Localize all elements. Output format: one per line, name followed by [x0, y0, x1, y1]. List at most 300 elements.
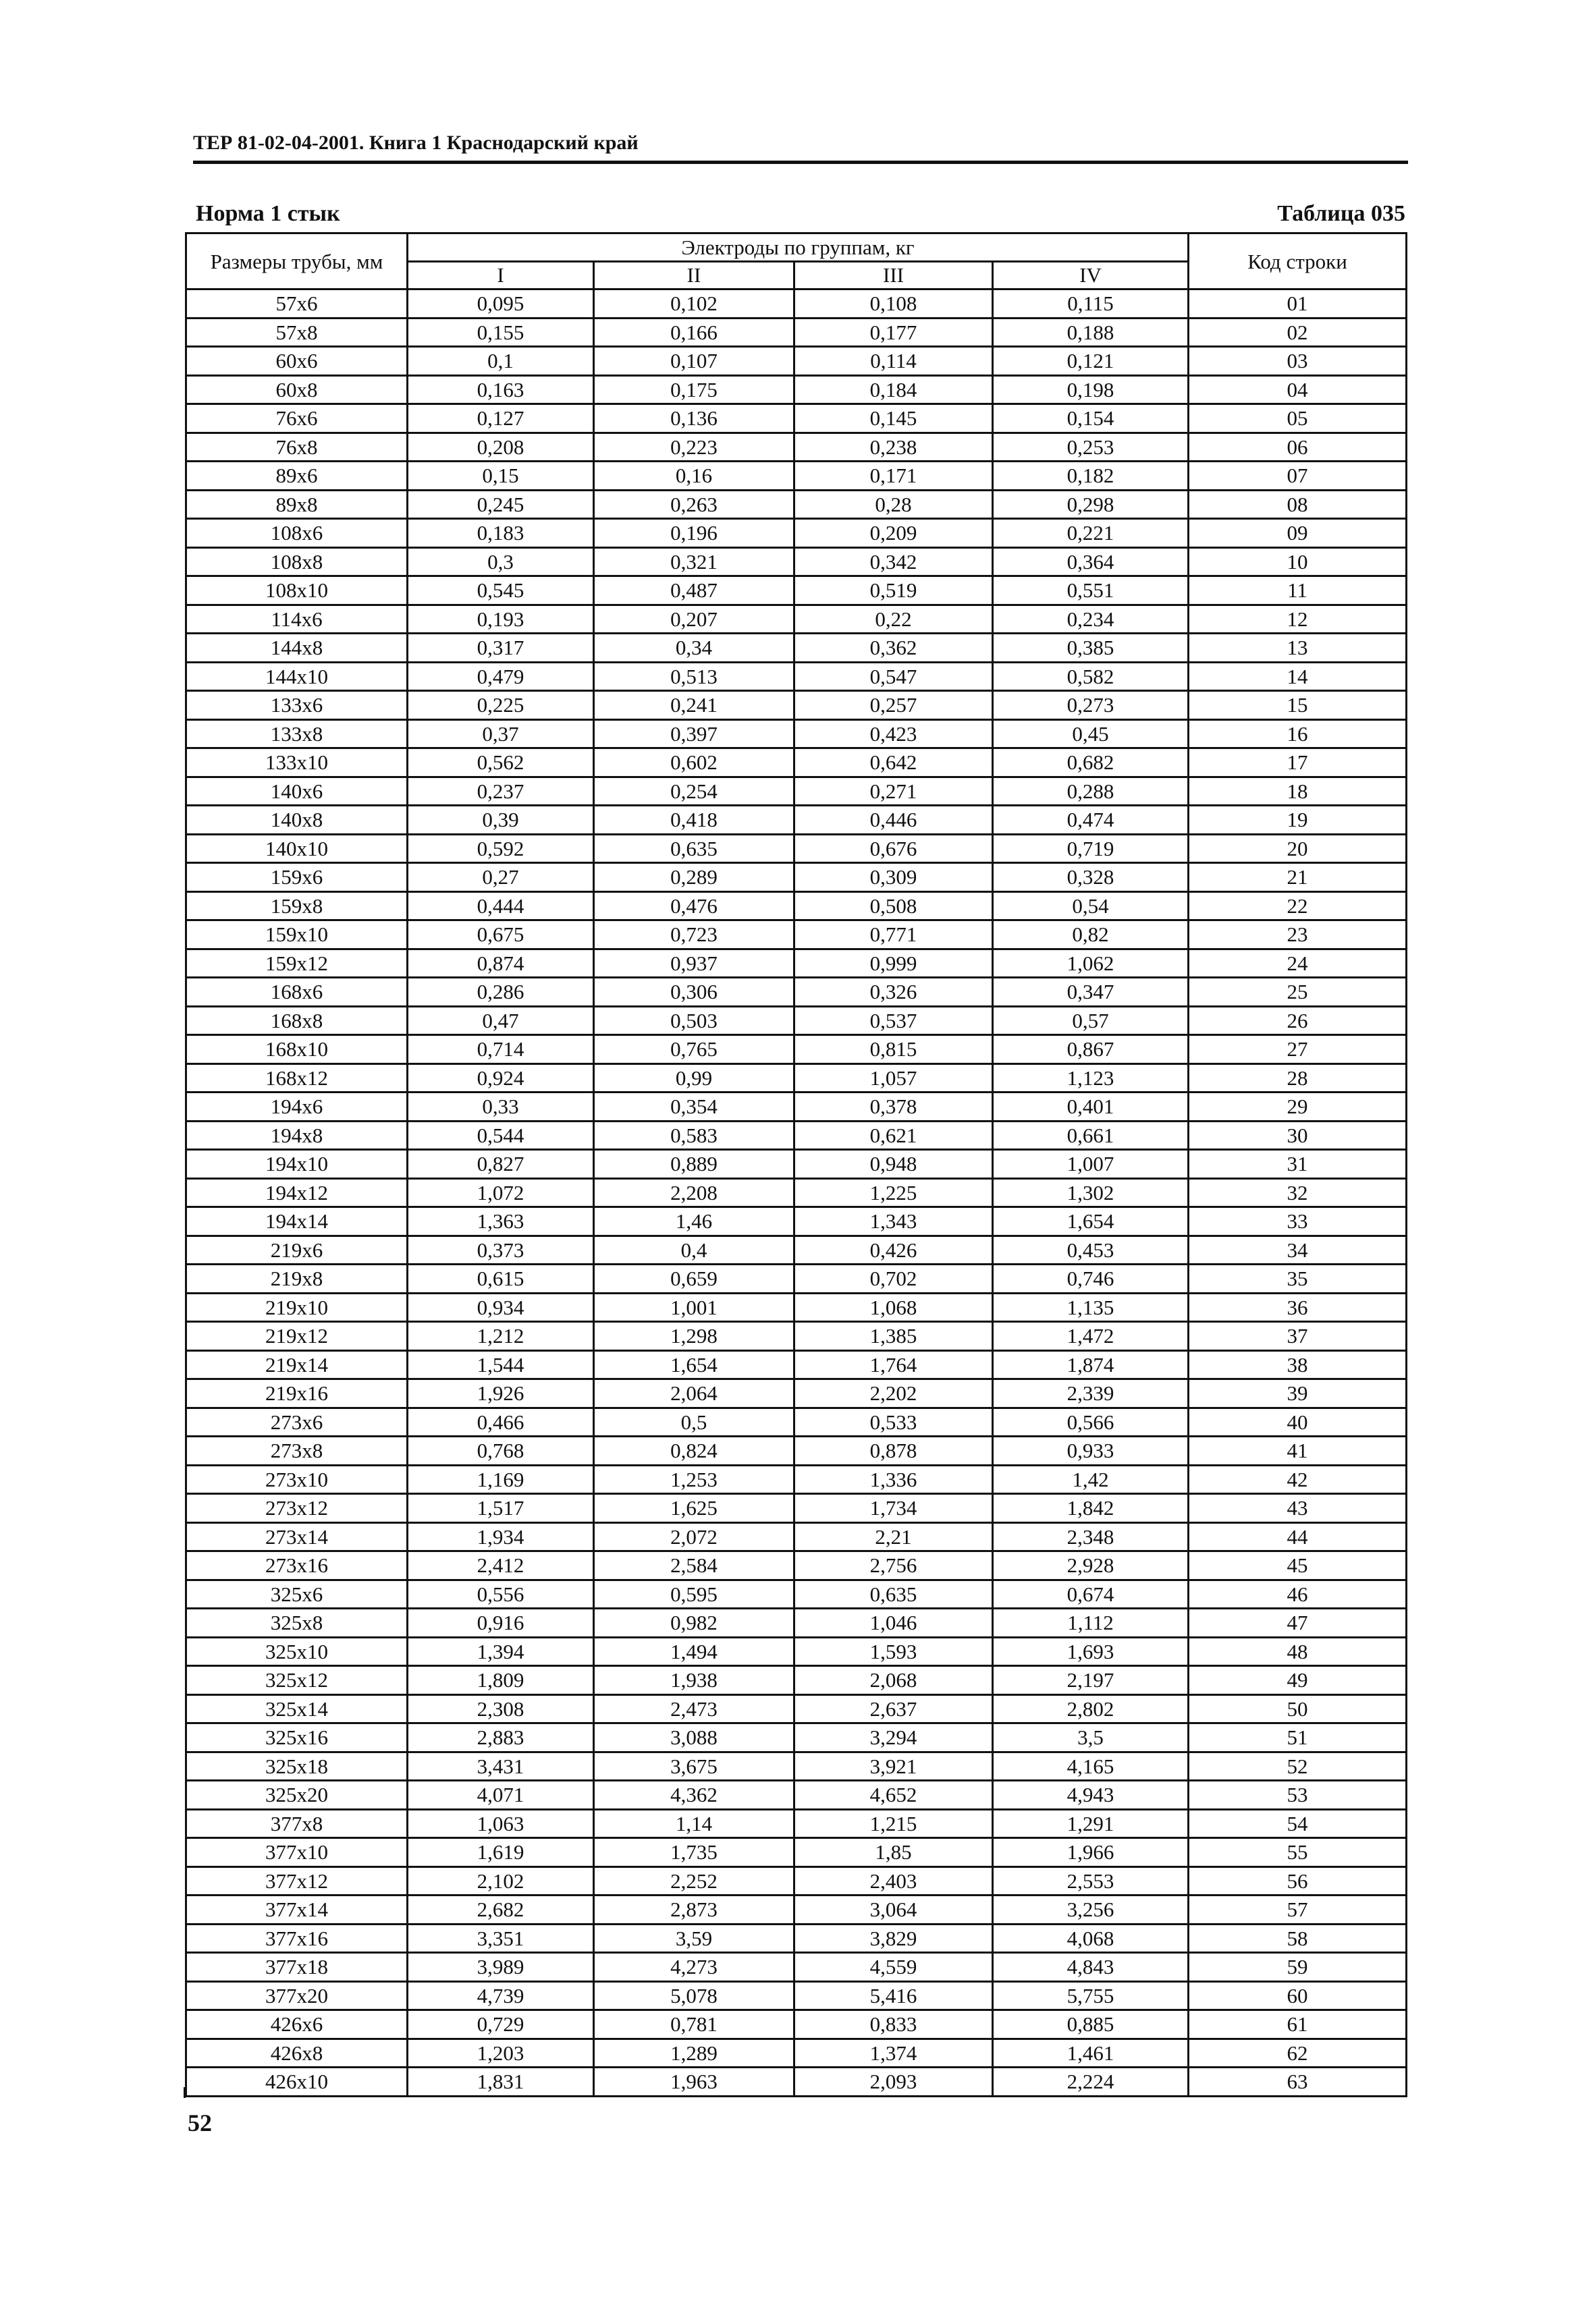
group-4-cell: 2,553: [993, 1866, 1189, 1896]
row-code-cell: 51: [1189, 1723, 1407, 1752]
group-1-cell: 0,444: [408, 891, 594, 920]
row-code-cell: 40: [1189, 1408, 1407, 1437]
table-row: [186, 863, 1407, 892]
pipe-size-cell: 219x6: [186, 1236, 408, 1265]
group-2-cell: 3,59: [594, 1924, 794, 1953]
group-4-cell: 0,298: [993, 490, 1189, 519]
group-4-cell: 0,115: [993, 289, 1189, 319]
table-row: [186, 1178, 1407, 1207]
group-2-cell: 0,306: [594, 978, 794, 1007]
group-2-cell: 0,513: [594, 662, 794, 691]
group-3-cell: 1,336: [794, 1465, 993, 1494]
group-2-cell: 0,397: [594, 719, 794, 748]
table-row: [186, 1006, 1407, 1035]
group-4-cell: 0,719: [993, 834, 1189, 863]
group-3-cell: 0,815: [794, 1035, 993, 1064]
pipe-size-cell: 377x10: [186, 1838, 408, 1867]
group-1-cell: 1,809: [408, 1666, 594, 1695]
group-3-cell: 1,068: [794, 1293, 993, 1322]
group-4-cell: 0,45: [993, 719, 1189, 748]
pipe-size-cell: 325x14: [186, 1694, 408, 1723]
row-code-cell: 30: [1189, 1121, 1407, 1150]
group-1-cell: 4,739: [408, 1981, 594, 2010]
row-code-cell: 56: [1189, 1866, 1407, 1896]
table-row: [186, 1207, 1407, 1236]
row-code-cell: 48: [1189, 1637, 1407, 1666]
group-1-cell: 0,237: [408, 777, 594, 806]
pipe-size-cell: 325x6: [186, 1580, 408, 1609]
pipe-size-cell: 194x14: [186, 1207, 408, 1236]
group-3-cell: 1,85: [794, 1838, 993, 1867]
group-3-cell: 0,114: [794, 347, 993, 376]
group-1-cell: 0,33: [408, 1092, 594, 1122]
table-row: [186, 1866, 1407, 1896]
pipe-size-cell: 60x6: [186, 347, 408, 376]
group-3-cell: 2,093: [794, 2068, 993, 2097]
group-4-cell: 2,197: [993, 1666, 1189, 1695]
pipe-size-cell: 168x12: [186, 1063, 408, 1092]
group-4-cell: 0,674: [993, 1580, 1189, 1609]
header-group-1: I: [408, 261, 594, 289]
table-row: [186, 1150, 1407, 1179]
group-2-cell: 1,625: [594, 1494, 794, 1523]
table-row: [186, 1437, 1407, 1466]
row-code-cell: 63: [1189, 2068, 1407, 2097]
row-code-cell: 47: [1189, 1609, 1407, 1638]
group-1-cell: 0,1: [408, 347, 594, 376]
pipe-size-cell: 60x8: [186, 375, 408, 404]
table-row: [186, 318, 1407, 347]
pipe-size-cell: 273x10: [186, 1465, 408, 1494]
group-2-cell: 0,503: [594, 1006, 794, 1035]
group-4-cell: 1,42: [993, 1465, 1189, 1494]
pipe-size-cell: 219x14: [186, 1350, 408, 1379]
page-number: 52: [188, 2109, 212, 2136]
group-1-cell: 2,308: [408, 1694, 594, 1723]
group-3-cell: 1,593: [794, 1637, 993, 1666]
group-1-cell: 1,394: [408, 1637, 594, 1666]
group-3-cell: 0,508: [794, 891, 993, 920]
group-3-cell: 0,378: [794, 1092, 993, 1122]
group-1-cell: 1,203: [408, 2039, 594, 2068]
group-1-cell: 1,934: [408, 1522, 594, 1551]
table-row: [186, 1379, 1407, 1408]
pipe-size-cell: 219x10: [186, 1293, 408, 1322]
group-3-cell: 0,171: [794, 462, 993, 491]
group-4-cell: 3,5: [993, 1723, 1189, 1752]
table-row: [186, 289, 1407, 319]
pipe-size-cell: 168x10: [186, 1035, 408, 1064]
pipe-size-cell: 133x6: [186, 691, 408, 720]
pipe-size-cell: 194x12: [186, 1178, 408, 1207]
group-2-cell: 0,166: [594, 318, 794, 347]
row-code-cell: 15: [1189, 691, 1407, 720]
row-code-cell: 54: [1189, 1809, 1407, 1838]
pipe-size-cell: 325x18: [186, 1752, 408, 1781]
table-row: [186, 1981, 1407, 2010]
group-2-cell: 1,289: [594, 2039, 794, 2068]
table-row: [186, 1408, 1407, 1437]
group-4-cell: 0,328: [993, 863, 1189, 892]
table-row: [186, 978, 1407, 1007]
group-2-cell: 3,675: [594, 1752, 794, 1781]
group-2-cell: 1,298: [594, 1322, 794, 1351]
group-2-cell: 0,723: [594, 920, 794, 949]
row-code-cell: 36: [1189, 1293, 1407, 1322]
group-3-cell: 3,921: [794, 1752, 993, 1781]
row-code-cell: 27: [1189, 1035, 1407, 1064]
group-1-cell: 1,212: [408, 1322, 594, 1351]
row-code-cell: 44: [1189, 1522, 1407, 1551]
table-row: [186, 1350, 1407, 1379]
table-row: [186, 605, 1407, 634]
group-3-cell: 3,294: [794, 1723, 993, 1752]
group-4-cell: 1,291: [993, 1809, 1189, 1838]
group-4-cell: 0,57: [993, 1006, 1189, 1035]
group-4-cell: 1,654: [993, 1207, 1189, 1236]
pipe-size-cell: 159x6: [186, 863, 408, 892]
table-row: [186, 1752, 1407, 1781]
pipe-size-cell: 219x12: [186, 1322, 408, 1351]
group-4-cell: 2,339: [993, 1379, 1189, 1408]
group-2-cell: 0,16: [594, 462, 794, 491]
group-1-cell: 1,063: [408, 1809, 594, 1838]
row-code-cell: 35: [1189, 1265, 1407, 1294]
group-1-cell: 0,827: [408, 1150, 594, 1179]
table-row: [186, 1953, 1407, 1982]
row-code-cell: 24: [1189, 949, 1407, 978]
pipe-size-cell: 133x8: [186, 719, 408, 748]
group-3-cell: 0,771: [794, 920, 993, 949]
pipe-size-cell: 273x8: [186, 1437, 408, 1466]
row-code-cell: 55: [1189, 1838, 1407, 1867]
group-2-cell: 0,99: [594, 1063, 794, 1092]
group-4-cell: 1,966: [993, 1838, 1189, 1867]
group-4-cell: 0,221: [993, 519, 1189, 548]
row-code-cell: 60: [1189, 1981, 1407, 2010]
group-3-cell: 0,533: [794, 1408, 993, 1437]
pipe-size-cell: 377x12: [186, 1866, 408, 1896]
group-4-cell: 0,364: [993, 547, 1189, 576]
group-4-cell: 0,54: [993, 891, 1189, 920]
group-1-cell: 0,127: [408, 404, 594, 433]
table-row: [186, 2039, 1407, 2068]
group-1-cell: 0,37: [408, 719, 594, 748]
row-code-cell: 25: [1189, 978, 1407, 1007]
group-2-cell: 0,241: [594, 691, 794, 720]
pipe-size-cell: 194x8: [186, 1121, 408, 1150]
group-1-cell: 0,545: [408, 576, 594, 605]
header-group-3: III: [794, 261, 993, 289]
group-1-cell: 2,682: [408, 1896, 594, 1925]
group-3-cell: 0,145: [794, 404, 993, 433]
group-2-cell: 1,46: [594, 1207, 794, 1236]
row-code-cell: 62: [1189, 2039, 1407, 2068]
group-2-cell: 4,362: [594, 1781, 794, 1810]
row-code-cell: 18: [1189, 777, 1407, 806]
group-2-cell: 0,321: [594, 547, 794, 576]
group-2-cell: 2,208: [594, 1178, 794, 1207]
group-3-cell: 0,326: [794, 978, 993, 1007]
pipe-size-cell: 159x10: [186, 920, 408, 949]
group-3-cell: 0,209: [794, 519, 993, 548]
header-divider: [193, 161, 1408, 164]
group-4-cell: 1,302: [993, 1178, 1189, 1207]
group-1-cell: 0,874: [408, 949, 594, 978]
group-2-cell: 0,107: [594, 347, 794, 376]
pipe-size-cell: 89x8: [186, 490, 408, 519]
group-3-cell: 0,22: [794, 605, 993, 634]
row-code-cell: 28: [1189, 1063, 1407, 1092]
group-4-cell: 2,802: [993, 1694, 1189, 1723]
group-4-cell: 4,068: [993, 1924, 1189, 1953]
group-4-cell: 1,135: [993, 1293, 1189, 1322]
row-code-cell: 16: [1189, 719, 1407, 748]
table-row: [186, 1637, 1407, 1666]
group-2-cell: 1,735: [594, 1838, 794, 1867]
row-code-cell: 53: [1189, 1781, 1407, 1810]
group-3-cell: 0,177: [794, 318, 993, 347]
table-row: [186, 1666, 1407, 1695]
group-1-cell: 0,095: [408, 289, 594, 319]
row-code-cell: 09: [1189, 519, 1407, 548]
group-1-cell: 3,351: [408, 1924, 594, 1953]
pipe-size-cell: 325x16: [186, 1723, 408, 1752]
group-2-cell: 0,824: [594, 1437, 794, 1466]
group-2-cell: 0,765: [594, 1035, 794, 1064]
group-3-cell: 0,878: [794, 1437, 993, 1466]
group-4-cell: 1,007: [993, 1150, 1189, 1179]
pipe-size-cell: 194x10: [186, 1150, 408, 1179]
group-2-cell: 0,889: [594, 1150, 794, 1179]
row-code-cell: 20: [1189, 834, 1407, 863]
pipe-size-cell: 168x6: [186, 978, 408, 1007]
group-4-cell: 0,121: [993, 347, 1189, 376]
group-2-cell: 1,253: [594, 1465, 794, 1494]
table-row: [186, 1322, 1407, 1351]
row-code-cell: 19: [1189, 806, 1407, 835]
table-row: [186, 1293, 1407, 1322]
document-header: ТЕР 81-02-04-2001. Книга 1 Краснодарский край: [193, 132, 639, 154]
table-header: [186, 233, 1407, 289]
table-row: [186, 777, 1407, 806]
group-4-cell: 0,347: [993, 978, 1189, 1007]
group-3-cell: 0,547: [794, 662, 993, 691]
group-4-cell: 2,348: [993, 1522, 1189, 1551]
pipe-size-cell: 89x6: [186, 462, 408, 491]
pipe-size-cell: 273x14: [186, 1522, 408, 1551]
group-2-cell: 0,175: [594, 375, 794, 404]
table-row: [186, 834, 1407, 863]
row-code-cell: 07: [1189, 462, 1407, 491]
group-4-cell: 0,746: [993, 1265, 1189, 1294]
row-code-cell: 37: [1189, 1322, 1407, 1351]
group-2-cell: 0,263: [594, 490, 794, 519]
row-code-cell: 10: [1189, 547, 1407, 576]
group-4-cell: 3,256: [993, 1896, 1189, 1925]
group-2-cell: 1,494: [594, 1637, 794, 1666]
row-code-cell: 42: [1189, 1465, 1407, 1494]
group-3-cell: 0,948: [794, 1150, 993, 1179]
group-4-cell: 0,253: [993, 433, 1189, 462]
group-4-cell: 1,062: [993, 949, 1189, 978]
pipe-size-cell: 57x6: [186, 289, 408, 319]
group-1-cell: 1,363: [408, 1207, 594, 1236]
group-4-cell: 1,874: [993, 1350, 1189, 1379]
group-3-cell: 0,28: [794, 490, 993, 519]
table-row: [186, 1063, 1407, 1092]
header-electrode-groups: Электроды по группам, кг: [408, 233, 1189, 262]
group-2-cell: 0,136: [594, 404, 794, 433]
group-4-cell: 0,933: [993, 1437, 1189, 1466]
table-row: [186, 1723, 1407, 1752]
group-4-cell: 0,288: [993, 777, 1189, 806]
pipe-size-cell: 140x10: [186, 834, 408, 863]
group-3-cell: 4,559: [794, 1953, 993, 1982]
row-code-cell: 23: [1189, 920, 1407, 949]
pipe-size-cell: 140x8: [186, 806, 408, 835]
table-row: [186, 462, 1407, 491]
group-2-cell: 1,654: [594, 1350, 794, 1379]
group-4-cell: 0,566: [993, 1408, 1189, 1437]
table-row: [186, 519, 1407, 548]
pipe-size-cell: 426x8: [186, 2039, 408, 2068]
group-3-cell: 0,271: [794, 777, 993, 806]
group-1-cell: 0,155: [408, 318, 594, 347]
group-1-cell: 0,592: [408, 834, 594, 863]
group-2-cell: 2,873: [594, 1896, 794, 1925]
group-3-cell: 0,635: [794, 1580, 993, 1609]
group-1-cell: 0,729: [408, 2010, 594, 2039]
row-code-cell: 01: [1189, 289, 1407, 319]
row-code-cell: 13: [1189, 634, 1407, 663]
table-row: [186, 662, 1407, 691]
pipe-size-cell: 377x8: [186, 1809, 408, 1838]
group-1-cell: 0,479: [408, 662, 594, 691]
pipe-size-cell: 108x8: [186, 547, 408, 576]
header-pipe-size: Размеры трубы, мм: [186, 233, 408, 289]
table-row: [186, 748, 1407, 777]
group-4-cell: 0,154: [993, 404, 1189, 433]
table-row: [186, 490, 1407, 519]
group-2-cell: 2,072: [594, 1522, 794, 1551]
group-2-cell: 0,4: [594, 1236, 794, 1265]
group-3-cell: 0,833: [794, 2010, 993, 2039]
group-1-cell: 1,169: [408, 1465, 594, 1494]
row-code-cell: 05: [1189, 404, 1407, 433]
group-3-cell: 0,423: [794, 719, 993, 748]
pipe-size-cell: 377x18: [186, 1953, 408, 1982]
table-row: [186, 404, 1407, 433]
header-row-code: Код строки: [1189, 233, 1407, 289]
row-code-cell: 26: [1189, 1006, 1407, 1035]
table-row: [186, 2068, 1407, 2097]
group-2-cell: 0,487: [594, 576, 794, 605]
group-4-cell: 0,234: [993, 605, 1189, 634]
table-row: [186, 1551, 1407, 1580]
group-4-cell: 2,928: [993, 1551, 1189, 1580]
group-3-cell: 0,362: [794, 634, 993, 663]
table-row: [186, 1092, 1407, 1122]
pipe-size-cell: 144x10: [186, 662, 408, 691]
pipe-size-cell: 273x12: [186, 1494, 408, 1523]
group-1-cell: 2,412: [408, 1551, 594, 1580]
group-3-cell: 0,642: [794, 748, 993, 777]
group-2-cell: 0,102: [594, 289, 794, 319]
pipe-size-cell: 114x6: [186, 605, 408, 634]
pipe-size-cell: 159x12: [186, 949, 408, 978]
row-code-cell: 31: [1189, 1150, 1407, 1179]
group-4-cell: 0,661: [993, 1121, 1189, 1150]
group-3-cell: 1,046: [794, 1609, 993, 1638]
group-3-cell: 0,519: [794, 576, 993, 605]
header-group-4: IV: [993, 261, 1189, 289]
group-4-cell: 0,273: [993, 691, 1189, 720]
margin-tick: [184, 2087, 186, 2098]
table-row: [186, 2010, 1407, 2039]
group-2-cell: 1,001: [594, 1293, 794, 1322]
group-1-cell: 0,27: [408, 863, 594, 892]
group-1-cell: 0,924: [408, 1063, 594, 1092]
group-1-cell: 0,15: [408, 462, 594, 491]
group-4-cell: 1,123: [993, 1063, 1189, 1092]
group-4-cell: 0,551: [993, 576, 1189, 605]
group-2-cell: 4,273: [594, 1953, 794, 1982]
row-code-cell: 45: [1189, 1551, 1407, 1580]
group-4-cell: 1,461: [993, 2039, 1189, 2068]
group-3-cell: 1,374: [794, 2039, 993, 2068]
table-row: [186, 1580, 1407, 1609]
row-code-cell: 34: [1189, 1236, 1407, 1265]
group-1-cell: 0,466: [408, 1408, 594, 1437]
group-3-cell: 2,403: [794, 1866, 993, 1896]
group-3-cell: 3,829: [794, 1924, 993, 1953]
pipe-size-cell: 108x10: [186, 576, 408, 605]
group-2-cell: 0,34: [594, 634, 794, 663]
group-1-cell: 0,286: [408, 978, 594, 1007]
group-1-cell: 3,989: [408, 1953, 594, 1982]
pipe-size-cell: 377x16: [186, 1924, 408, 1953]
group-2-cell: 0,982: [594, 1609, 794, 1638]
table-row: [186, 1465, 1407, 1494]
group-4-cell: 1,112: [993, 1609, 1189, 1638]
group-1-cell: 0,225: [408, 691, 594, 720]
table-row: [186, 1838, 1407, 1867]
group-3-cell: 0,238: [794, 433, 993, 462]
group-2-cell: 2,064: [594, 1379, 794, 1408]
row-code-cell: 58: [1189, 1924, 1407, 1953]
table-row: [186, 1694, 1407, 1723]
row-code-cell: 04: [1189, 375, 1407, 404]
group-3-cell: 2,068: [794, 1666, 993, 1695]
group-2-cell: 1,963: [594, 2068, 794, 2097]
row-code-cell: 03: [1189, 347, 1407, 376]
pipe-size-cell: 325x10: [186, 1637, 408, 1666]
group-2-cell: 1,14: [594, 1809, 794, 1838]
group-4-cell: 0,885: [993, 2010, 1189, 2039]
table-row: [186, 433, 1407, 462]
group-4-cell: 1,472: [993, 1322, 1189, 1351]
group-2-cell: 0,635: [594, 834, 794, 863]
group-3-cell: 1,057: [794, 1063, 993, 1092]
pipe-size-cell: 219x8: [186, 1265, 408, 1294]
pipe-size-cell: 57x8: [186, 318, 408, 347]
group-3-cell: 0,342: [794, 547, 993, 576]
group-1-cell: 0,615: [408, 1265, 594, 1294]
group-3-cell: 2,756: [794, 1551, 993, 1580]
row-code-cell: 33: [1189, 1207, 1407, 1236]
table-row: [186, 1035, 1407, 1064]
